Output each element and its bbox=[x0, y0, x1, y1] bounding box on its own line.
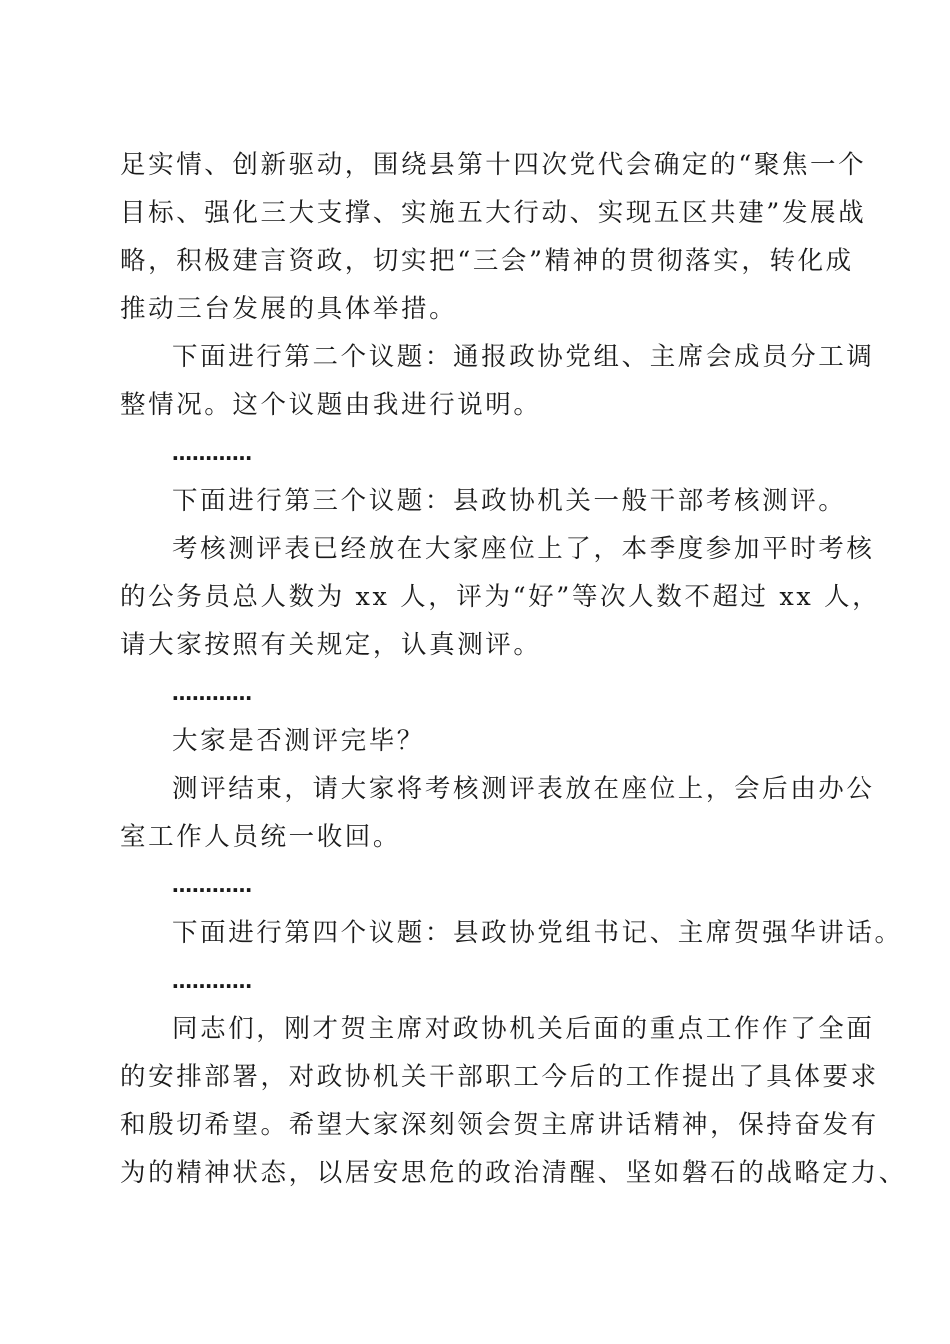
paragraph bbox=[120, 717, 832, 765]
paragraph bbox=[120, 1005, 907, 1197]
paragraph-line: 的公务员总人数为 xx 人，评为“好”等次人数不超过 xx 人， bbox=[120, 582, 881, 612]
paragraph-line: 的安排部署，对政协机关干部职工今后的工作提出了具体要求 bbox=[120, 1062, 879, 1092]
paragraph-line: 推动三台发展的具体举措。 bbox=[120, 294, 458, 324]
ellipsis-separator: ………… bbox=[172, 873, 252, 897]
ellipsis-separator: ………… bbox=[172, 969, 252, 993]
ellipsis-separator: ………… bbox=[172, 681, 252, 705]
paragraph bbox=[120, 141, 867, 333]
paragraph-line: 下面进行第四个议题：县政协党组书记、主席贺强华讲话。 bbox=[172, 918, 903, 948]
paragraph-line: 考核测评表已经放在大家座位上了，本季度参加平时考核 bbox=[172, 534, 875, 564]
paragraph-line: 同志们，刚才贺主席对政协机关后面的重点工作作了全面 bbox=[172, 1014, 875, 1044]
paragraph-line: 测评结束，请大家将考核测评表放在座位上，会后由办公 bbox=[172, 774, 875, 804]
paragraph-line: 略，积极建言资政，切实把“三会”精神的贯彻落实，转化成 bbox=[120, 246, 854, 276]
paragraph-line: 大家是否测评完毕？ bbox=[172, 726, 425, 756]
paragraph bbox=[120, 765, 875, 861]
document-body bbox=[120, 141, 907, 1197]
paragraph-line: 请大家按照有关规定，认真测评。 bbox=[120, 630, 542, 660]
paragraph-line: 室工作人员统一收回。 bbox=[120, 822, 402, 852]
paragraph-line: 下面进行第三个议题：县政协机关一般干部考核测评。 bbox=[172, 486, 847, 516]
paragraph-line: 和殷切希望。希望大家深刻领会贺主席讲话精神，保持奋发有 bbox=[120, 1110, 879, 1140]
ellipsis-separator: ………… bbox=[172, 441, 252, 465]
paragraph-line: 下面进行第二个议题：通报政协党组、主席会成员分工调 bbox=[172, 342, 875, 372]
paragraph-line: 为的精神状态，以居安思危的政治清醒、坚如磐石的战略定力、 bbox=[120, 1158, 907, 1188]
paragraph-line: 足实情、创新驱动，围绕县第十四次党代会确定的“聚焦一个 bbox=[120, 150, 867, 180]
paragraph bbox=[120, 333, 875, 429]
paragraph-line: 整情况。这个议题由我进行说明。 bbox=[120, 390, 542, 420]
paragraph bbox=[120, 477, 847, 525]
paragraph bbox=[120, 909, 903, 957]
paragraph bbox=[120, 525, 881, 669]
paragraph-line: 目标、强化三大支撑、实施五大行动、实现五区共建”发展战 bbox=[120, 198, 867, 228]
